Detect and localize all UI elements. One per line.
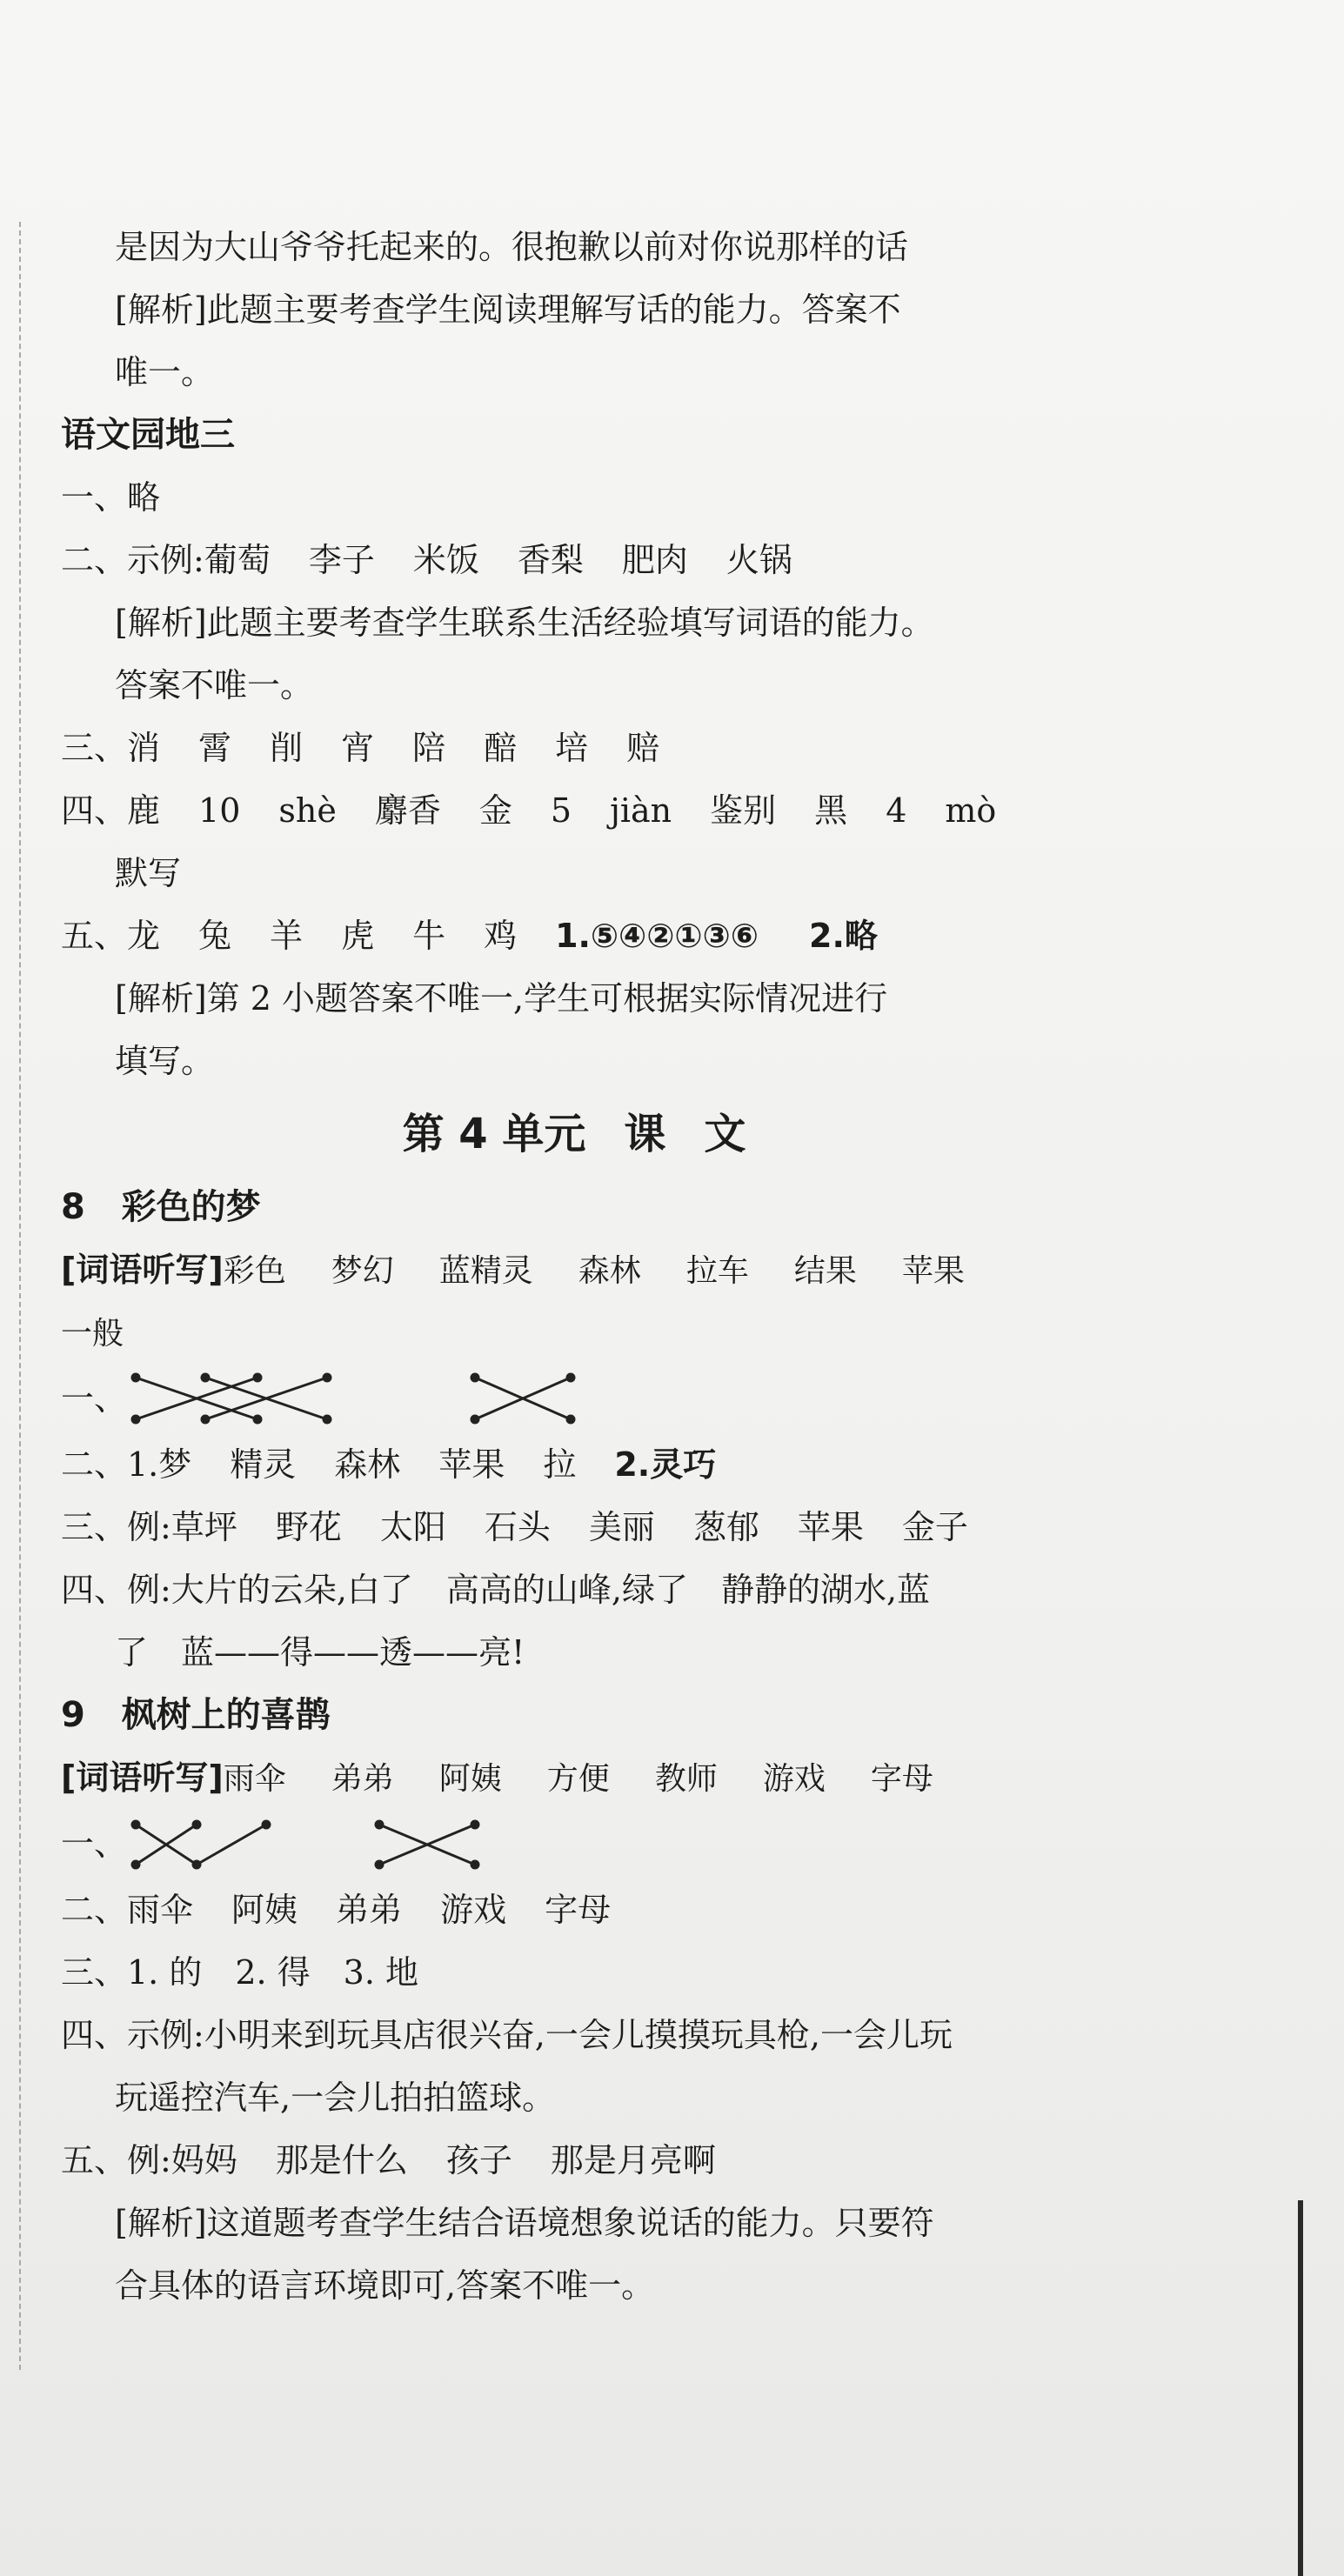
vocab-dictation-cont [61,1301,1087,1364]
answer-word: 弟弟 [336,1891,403,1929]
question-prefix: 三、 [61,729,128,767]
question-3: 三、1. 的 2. 得 3. 地 [61,1953,419,1992]
vocab-word: 阿姨 [438,1761,502,1797]
answer-item: 金 [478,791,512,830]
vocab-word: 方便 [546,1761,610,1797]
answer-word: 李子 [308,541,375,579]
vocab-label: [词语听写] [61,1758,224,1797]
vocab-dictation [61,1238,1087,1301]
answer-item: 5 [550,791,572,830]
question-prefix: 三、例: [61,1508,171,1546]
answer-word: 梦 [158,1445,192,1484]
answer-content [61,216,1087,2317]
question-2 [61,1879,1087,1941]
text-line: 默写 [115,854,182,892]
question-4 [61,1558,1087,1621]
question-1: 一、略 [61,478,161,517]
answer-word: 精灵 [230,1445,297,1484]
analysis-line: [解析]第 2 小题答案不唯一,学生可根据实际情况进行 [115,979,888,1018]
question-prefix: 五、例: [61,2141,171,2179]
question-3 [61,1496,1087,1558]
vocab-word: 梦幻 [331,1253,394,1289]
answer-word: 孩子 [445,2141,512,2179]
vocab-word: 结果 [793,1253,857,1289]
vocab-word: 雨伞 [223,1761,286,1797]
unit-title [61,1092,1087,1176]
vocab-word: 游戏 [762,1761,826,1797]
answer-word: 那是什么 [275,2141,408,2179]
unit-word: 文 [704,1110,746,1158]
question-5 [61,2129,1087,2192]
answer-word: 字母 [545,1891,612,1929]
section-title-garden3: 语文园地三 [61,415,235,455]
answer-item: 4 [886,791,907,830]
answer-char: 鸡 [484,917,518,955]
answer-char: 陪 [412,729,446,767]
question-prefix: 一、 [61,1825,128,1863]
answer-char: 宵 [341,729,375,767]
question-prefix: 二、1. [61,1445,159,1484]
question-5 [61,904,1087,967]
answer-word: 拉 [543,1445,577,1484]
answer-word: 美丽 [588,1508,655,1546]
question-1-matching [61,1364,1087,1433]
question-1-matching [61,1809,1087,1879]
answer-item: mò [945,791,997,830]
vocab-label: [词语听写] [61,1251,224,1289]
vocab-word: 彩色 [223,1253,286,1289]
lesson-name: 枫树上的喜鹊 [121,1695,331,1735]
answer-item: shè [278,791,337,830]
text-line: 了 蓝——得——透——亮! [115,1633,525,1672]
vocab-word: 苹果 [901,1253,965,1289]
answer-word: 米饭 [412,541,479,579]
question-prefix: 一、 [61,1379,128,1418]
answer-char: 牛 [412,917,446,955]
question-prefix: 二、示例: [61,541,204,579]
text-line: 填写。 [115,1042,215,1080]
answer-item: 麝香 [374,791,441,830]
answer-word: 妈妈 [171,2141,237,2179]
answer-item: jiàn [610,791,672,830]
answer-item: 2.灵巧 [614,1445,717,1484]
answer-word: 香梨 [517,541,584,579]
answer-char: 削 [270,729,304,767]
answer-char: 龙 [127,917,161,955]
question-4: 四、示例:小明来到玩具店很兴奋,一会儿摸摸玩具枪,一会儿玩 [61,2016,953,2054]
answer-char: 培 [555,729,589,767]
answer-word: 苹果 [438,1445,505,1484]
answer-word: 肥肉 [621,541,688,579]
text-line: 玩遥控汽车,一会儿拍拍篮球。 [115,2079,556,2117]
analysis-line: [解析]此题主要考查学生阅读理解写话的能力。答案不 [115,290,901,329]
answer-char: 醅 [484,729,518,767]
text-line: 唯一。 [115,353,215,391]
question-prefix: 五、 [61,917,128,955]
vocab-word: 教师 [654,1761,718,1797]
answer-char: 羊 [270,917,304,955]
answer-item: 2.略 [809,917,878,955]
answer-char: 霄 [198,729,232,767]
answer-sequence: 1.⑤④②①③⑥ [555,917,759,955]
page-edge-shadow [1298,2200,1303,2576]
matching-lines-svg [127,1812,527,1882]
answer-word: 阿姨 [231,1891,298,1929]
answer-char: 消 [127,729,161,767]
question-prefix: 四、例: [61,1571,171,1609]
answer-word: 火锅 [725,541,792,579]
answer-item: 10 [198,791,241,830]
answer-word: 金子 [901,1508,968,1546]
question-2 [61,1433,1087,1496]
answer-char: 兔 [198,917,232,955]
binding-dashed-line [19,222,21,2370]
answer-word: 太阳 [379,1508,446,1546]
answer-word: 葡萄 [204,541,271,579]
answer-word: 葱郁 [692,1508,759,1546]
vocab-dictation [61,1746,1087,1809]
analysis-line: [解析]此题主要考查学生联系生活经验填写词语的能力。 [115,604,934,642]
answer-item: 鹿 [127,791,161,830]
lesson-name: 彩色的梦 [121,1187,261,1227]
answer-word: 那是月亮啊 [550,2141,716,2179]
vocab-word: 森林 [578,1253,641,1289]
answer-word: 苹果 [797,1508,864,1546]
answer-word: 草坪 [171,1508,237,1546]
unit-word: 课 [624,1110,666,1158]
answer-item: 鉴别 [710,791,777,830]
analysis-line: 答案不唯一。 [115,666,314,704]
answer-word: 雨伞 [127,1891,194,1929]
answer-text: 大片的云朵,白了 高高的山峰,绿了 静静的湖水,蓝 [171,1571,931,1609]
text-line: 合具体的语言环境即可,答案不唯一。 [115,2266,655,2305]
answer-char: 虎 [341,917,375,955]
vocab-word: 拉车 [685,1253,749,1289]
vocab-word: 一般 [61,1316,124,1351]
text-line: 是因为大山爷爷托起来的。很抱歉以前对你说那样的话 [115,228,909,266]
analysis-line: [解析]这道题考查学生结合语境想象说话的能力。只要符 [115,2204,934,2242]
answer-word: 游戏 [440,1891,507,1929]
answer-word: 石头 [484,1508,551,1546]
lesson-number: 9 [61,1695,85,1735]
answer-word: 野花 [275,1508,342,1546]
question-2 [61,529,1087,591]
matching-lines-diagram [127,1812,527,1882]
question-prefix: 四、 [61,791,128,830]
matching-lines-diagram [127,1367,614,1437]
lesson-number: 8 [61,1187,85,1227]
vocab-word: 弟弟 [331,1761,394,1797]
answer-word: 森林 [334,1445,401,1484]
lesson-title-8 [61,1176,1087,1238]
answer-char: 赔 [626,729,660,767]
question-prefix: 二、 [61,1891,128,1929]
question-3 [61,717,1087,779]
question-4 [61,779,1087,842]
vocab-word: 蓝精灵 [438,1253,533,1289]
matching-lines-svg [127,1367,614,1437]
answer-item: 黑 [814,791,848,830]
unit-number: 第 4 单元 [402,1110,586,1158]
vocab-word: 字母 [870,1761,933,1797]
lesson-title-9 [61,1684,1087,1746]
